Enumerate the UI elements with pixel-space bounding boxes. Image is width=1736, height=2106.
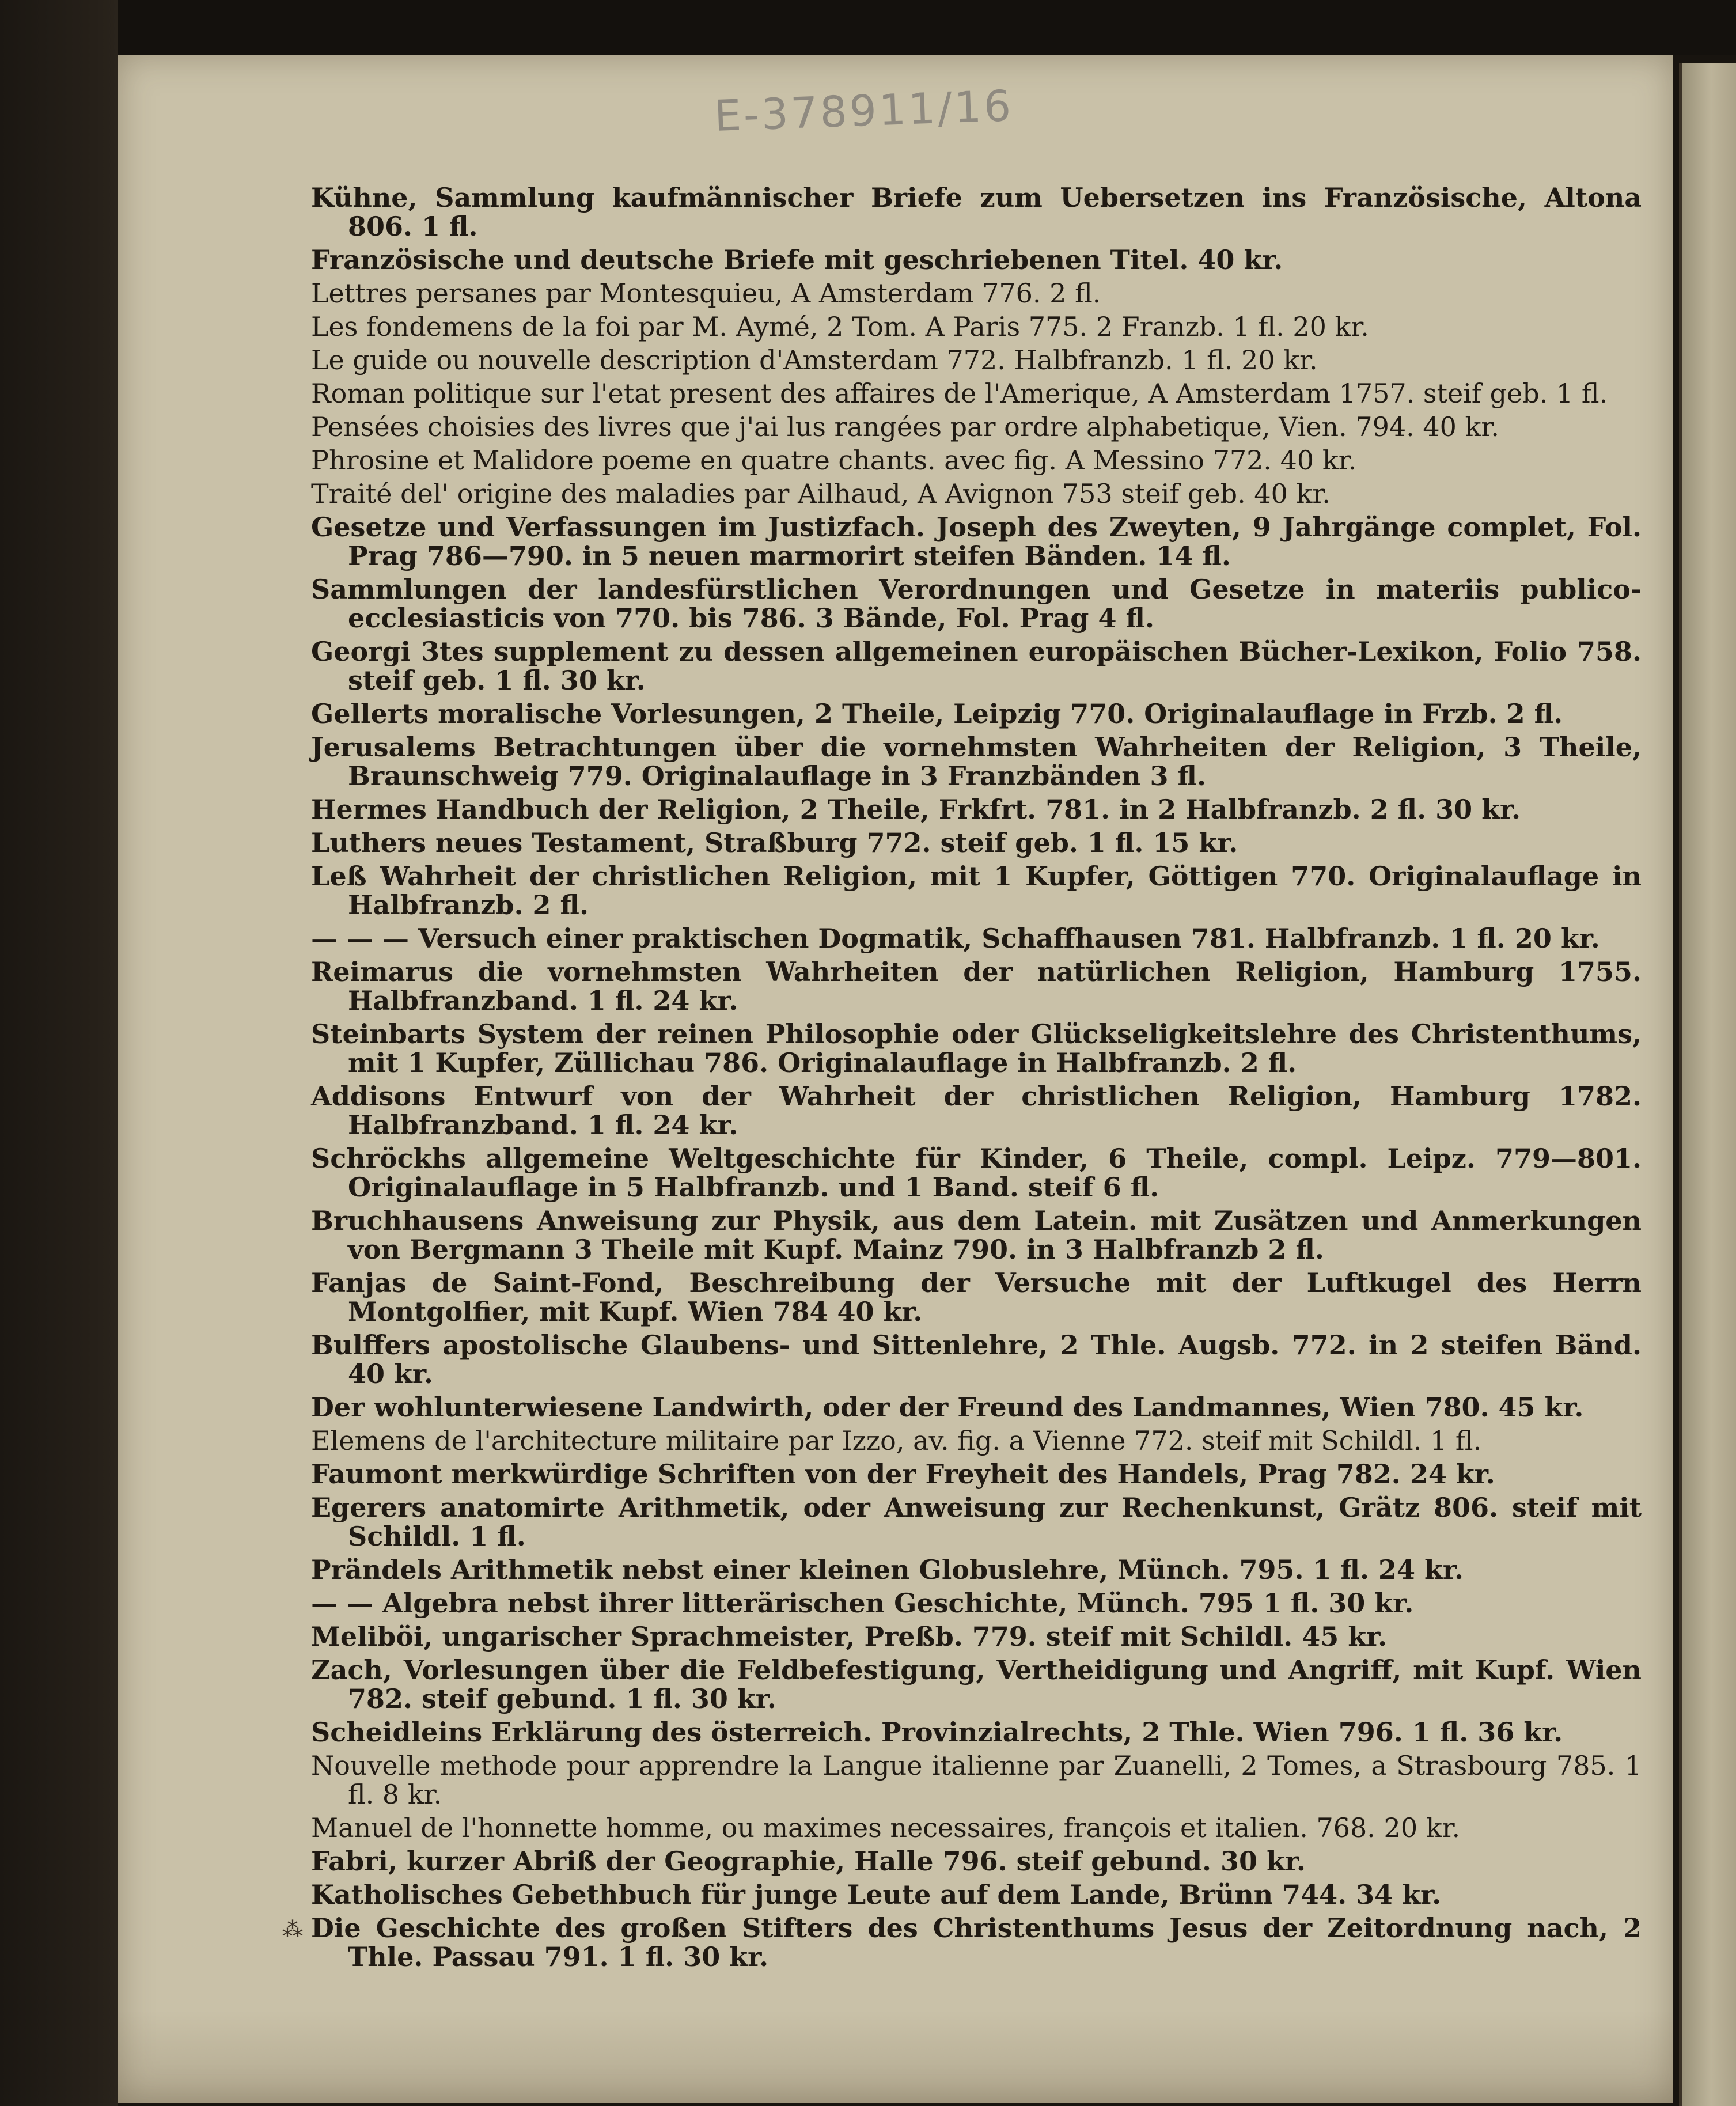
- catalogue-entry: Prändels Arithmetik nebst einer kleinen Globuslehre, Münch. 795. 1 fl. 24 kr.: [311, 1554, 1464, 1585]
- scan-background-top: [0, 0, 1736, 55]
- catalogue-entry: Katholisches Gebethbuch für junge Leute auf dem Lande, Brünn 744. 34 kr.: [311, 1879, 1442, 1910]
- catalogue-entry-list: [311, 183, 1642, 1976]
- catalogue-entry: Leß Wahrheit der christlichen Religion, mit 1 Kupfer, Göttigen 770. Originalauflage in Halbfranzb. 2 fl.: [311, 861, 1642, 921]
- catalogue-entry: Gellerts moralische Vorlesungen, 2 Theile, Leipzig 770. Originalauflage in Frzb. 2 fl.: [311, 698, 1563, 729]
- catalogue-entry: Gesetze und Verfassungen im Justizfach. Joseph des Zweyten, 9 Jahrgänge complet, Fol. Prag 786—790. in 5 neuen marmorirt steifen Bänden. 14 fl.: [311, 512, 1642, 571]
- catalogue-entry: Fanjas de Saint-Fond, Beschreibung der Versuche mit der Luftkugel des Herrn Montgolfier, mit Kupf. Wien 784 40 kr.: [311, 1267, 1642, 1327]
- catalogue-entry: Sammlungen der landesfürstlichen Verordnungen und Gesetze in materiis publico-ecclesiasticis von 770. bis 786. 3 Bände, Fol. Prag 4 fl.: [311, 574, 1642, 634]
- catalogue-entry: Egerers anatomirte Arithmetik, oder Anweisung zur Rechenkunst, Grätz 806. steif mit Schildl. 1 fl.: [311, 1492, 1642, 1552]
- catalogue-entry: Manuel de l'honnette homme, ou maximes necessaires, françois et italien. 768. 20 kr.: [311, 1812, 1461, 1843]
- catalogue-entry: Der wohlunterwiesene Landwirth, oder der Freund des Landmannes, Wien 780. 45 kr.: [311, 1392, 1584, 1423]
- adjacent-page-edge: [1679, 63, 1736, 2106]
- catalogue-entry: Georgi 3tes supplement zu dessen allgemeinen europäischen Bücher-Lexikon, Folio 758. steif geb. 1 fl. 30 kr.: [311, 636, 1642, 696]
- catalogue-entry: Fabri, kurzer Abriß der Geographie, Halle 796. steif gebund. 30 kr.: [311, 1846, 1306, 1877]
- catalogue-entry: Addisons Entwurf von der Wahrheit der christlichen Religion, Hamburg 1782. Halbfranzband. 1 fl. 24 kr.: [311, 1081, 1642, 1141]
- catalogue-entry: Reimarus die vornehmsten Wahrheiten der natürlichen Religion, Hamburg 1755. Halbfranzband. 1 fl. 24 kr.: [311, 956, 1642, 1016]
- catalogue-entry: Roman politique sur l'etat present des affaires de l'Amerique, A Amsterdam 1757. steif geb. 1 fl.: [311, 378, 1608, 409]
- catalogue-entry: Bruchhausens Anweisung zur Physik, aus dem Latein. mit Zusätzen und Anmerkungen von Bergmann 3 Theile mit Kupf. Mainz 790. in 3 Halbfranzb 2 fl.: [311, 1205, 1642, 1265]
- catalogue-entry: Zach, Vorlesungen über die Feldbefestigung, Vertheidigung und Angriff, mit Kupf. Wien 782. steif gebund. 1 fl. 30 kr.: [311, 1654, 1642, 1714]
- catalogue-entry: Hermes Handbuch der Religion, 2 Theile, Frkfrt. 781. in 2 Halbfranzb. 2 fl. 30 kr.: [311, 794, 1521, 825]
- catalogue-entry: Jerusalems Betrachtungen über die vornehmsten Wahrheiten der Religion, 3 Theile, Braunschweig 779. Originalauflage in 3 Franzbänden 3 fl.: [311, 732, 1642, 791]
- catalogue-entry: Meliböi, ungarischer Sprachmeister, Preßb. 779. steif mit Schildl. 45 kr.: [311, 1621, 1388, 1652]
- catalogue-entry: Die Geschichte des großen Stifters des Christenthums Jesus der Zeitordnung nach, 2 Thle. Passau 791. 1 fl. 30 kr.: [311, 1912, 1642, 1972]
- catalogue-entry: — — Algebra nebst ihrer litterärischen Geschichte, Münch. 795 1 fl. 30 kr.: [311, 1588, 1414, 1619]
- catalogue-entry: Luthers neues Testament, Straßburg 772. steif geb. 1 fl. 15 kr.: [311, 827, 1238, 858]
- scan-background-left: [0, 0, 118, 2106]
- catalogue-entry: Les fondemens de la foi par M. Aymé, 2 Tom. A Paris 775. 2 Franzb. 1 fl. 20 kr.: [311, 311, 1369, 342]
- catalogue-entry: Lettres persanes par Montesquieu, A Amsterdam 776. 2 fl.: [311, 278, 1101, 309]
- catalogue-entry: Phrosine et Malidore poeme en quatre chants. avec fig. A Messino 772. 40 kr.: [311, 445, 1357, 476]
- ink-smudge: ⁂: [282, 1918, 303, 1942]
- catalogue-entry: Kühne, Sammlung kaufmännischer Briefe zum Uebersetzen ins Französische, Altona 806. 1 fl.: [311, 182, 1642, 242]
- catalogue-entry: Scheidleins Erklärung des österreich. Provinzialrechts, 2 Thle. Wien 796. 1 fl. 36 kr.: [311, 1717, 1563, 1748]
- catalogue-entry: Pensées choisies des livres que j'ai lus rangées par ordre alphabetique, Vien. 794. 40 kr.: [311, 411, 1499, 442]
- catalogue-entry: Nouvelle methode pour apprendre la Langue italienne par Zuanelli, 2 Tomes, a Strasbourg 785. 1 fl. 8 kr.: [311, 1750, 1642, 1810]
- catalogue-entry: — — — Versuch einer praktischen Dogmatik, Schaffhausen 781. Halbfranzb. 1 fl. 20 kr.: [311, 923, 1600, 954]
- catalogue-entry: Le guide ou nouvelle description d'Amsterdam 772. Halbfranzb. 1 fl. 20 kr.: [311, 344, 1318, 376]
- catalogue-entry: Traité del' origine des maladies par Ailhaud, A Avignon 753 steif geb. 40 kr.: [311, 478, 1331, 509]
- catalogue-entry: Französische und deutsche Briefe mit geschriebenen Titel. 40 kr.: [311, 244, 1283, 275]
- shelfmark-annotation: E-378911/16: [713, 81, 1014, 142]
- catalogue-entry: Bulffers apostolische Glaubens- und Sittenlehre, 2 Thle. Augsb. 772. in 2 steifen Bänd. 40 kr.: [311, 1329, 1642, 1389]
- catalogue-entry: Steinbarts System der reinen Philosophie oder Glückseligkeitslehre des Christenthums, mit 1 Kupfer, Züllichau 786. Originalauflage in Halbfranzb. 2 fl.: [311, 1018, 1642, 1078]
- catalogue-entry: Faumont merkwürdige Schriften von der Freyheit des Handels, Prag 782. 24 kr.: [311, 1459, 1495, 1490]
- catalogue-entry: Elemens de l'architecture militaire par Izzo, av. fig. a Vienne 772. steif mit Schildl. 1 fl.: [311, 1425, 1482, 1456]
- catalogue-entry: Schröckhs allgemeine Weltgeschichte für Kinder, 6 Theile, compl. Leipz. 779—801. Originalauflage in 5 Halbfranzb. und 1 Band. steif 6 fl.: [311, 1143, 1642, 1203]
